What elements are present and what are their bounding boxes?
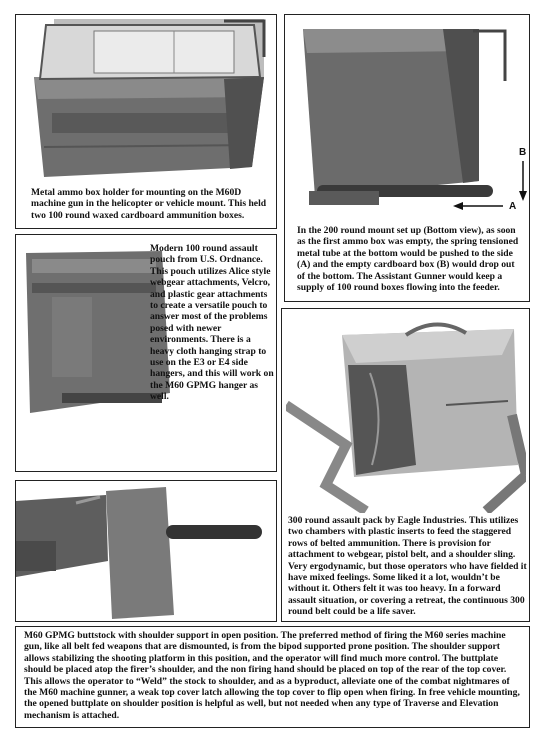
panel-pouch bbox=[15, 234, 277, 472]
arrow-left-icon bbox=[453, 201, 503, 211]
panel-buttstock-caption bbox=[15, 626, 530, 728]
photo-ammo-box-holder bbox=[24, 17, 270, 185]
panel-bottom-view bbox=[284, 14, 530, 302]
arrow-down-icon bbox=[518, 161, 528, 201]
label-a: A bbox=[509, 201, 517, 212]
photo-bottom-view bbox=[293, 21, 509, 221]
caption-assault-pack: 300 round assault pack by Eagle Industries. This utilizes two chambers with plastic inserts to feed the staggered rows of belted ammunition. There is provision for attachment to webgear, pistol belt, and a shoulder sling. Very ergodynamic, but those operators who have fielded it have mixed feelings. Some liked it a lot, wouldn’t be without it. Others felt it was too heavy. In a forward assault situation, or covering a retreat, the continuous 300 round belt could be a life saver. bbox=[288, 515, 527, 618]
panel-buttstock bbox=[15, 480, 277, 622]
label-b: B bbox=[519, 147, 527, 158]
photo-assault-pack bbox=[286, 315, 526, 513]
caption-ammo-box: Metal ammo box holder for mounting on the M60D machine gun in the helicopter or vehicle mount. This held two 100 round waxed cardboard ammunition boxes. bbox=[31, 187, 267, 221]
photo-buttstock bbox=[16, 481, 277, 622]
panel-assault-pack bbox=[281, 308, 530, 622]
caption-bottom-view: In the 200 round mount set up (Bottom view), as soon as the first ammo box was empty, the spring tensioned metal tube at the bottom would be pushed to the side (A) and the empty cardboard box (B) would drop out of the bottom. The Assistant Gunner would keep a supply of 100 round boxes flowing into the feeder. bbox=[297, 225, 519, 294]
caption-buttstock: M60 GPMG buttstock with shoulder support in open position. The preferred method of firing the M60 series machine gun, like all belt fed weapons that are dismounted, is from the bipod supported prone position. The shoulder support allows stabilizing the shooting platform in this position, and the operator will find much more control. The buttplate should be placed atop the firer’s shoulder, and the non firing hand should be placed on top of the rear of the top cover. This allows the operator to “Weld” the stock to shoulder, and as a byproduct, alleviate one of the combat nightmares of the M60 machine gunner, a weak top cover latch allowing the top cover to flip open when firing. In free vehicle mounting, the opened buttplate on shoulder position is helpful as well, but not needed when any type of Traverse and Elevation mechanism is attached. bbox=[24, 630, 520, 721]
caption-pouch: Modern 100 round assault pouch from U.S. Ordnance. This pouch utilizes Alice style webgear attachments, Velcro, and plastic gear attachments to create a versatile pouch to answer most of the problems posed with newer environments. There is a heavy cloth hanging strap to use on the E3 or E4 side hangers, and this will work on the M60 GPMG hanger as well. bbox=[150, 243, 274, 403]
panel-ammo-box bbox=[15, 14, 277, 229]
